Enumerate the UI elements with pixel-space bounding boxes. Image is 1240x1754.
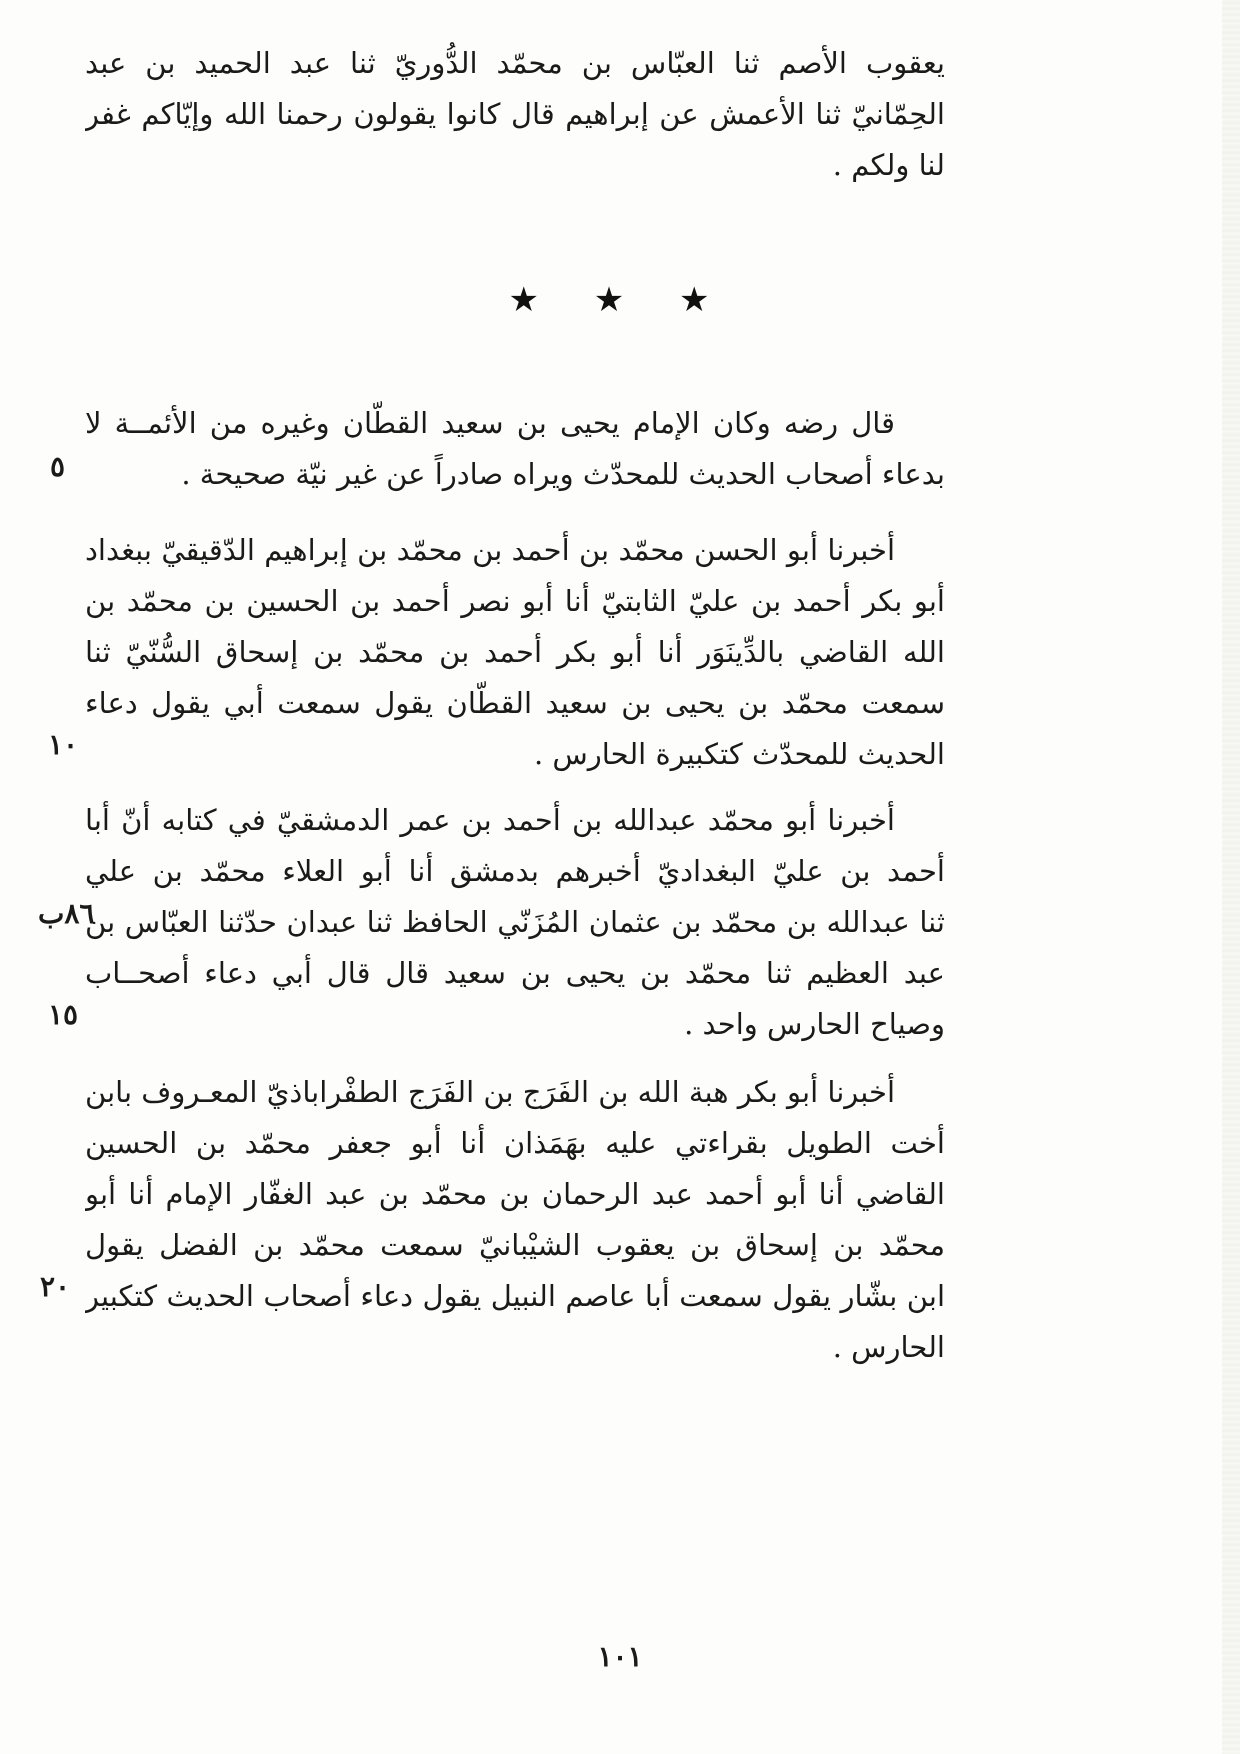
text-line: الحارس . [832,1330,945,1364]
line-number: ٢٠ [40,1270,71,1303]
paragraph-4 [85,795,945,1050]
text-line: الله القاضي بالدِّينَوَر أنا أبو بكر أحمد بن محمّد بن إسحاق السُّنّيّ ثنا [85,635,945,669]
line-number: ١٥ [48,998,79,1031]
text-line: سمعت محمّد بن يحيى بن سعيد القطّان يقول سمعت أبي يقول دعاء [85,686,945,720]
text-line: أخبرنا أبو بكر هبة الله بن الفَرَج بن الفَرَج الطفْراباذيّ المعـروف بابن [85,1075,895,1109]
line-number: ١٠ [48,728,79,761]
text-line: القاضي أنا أبو أحمد عبد الرحمان بن محمّد بن عبد الغفّار الإمام أنا أبو [85,1177,945,1211]
text-line: الحِمّانيّ ثنا الأعمش عن إبراهيم قال كانوا يقولون رحمنا الله وإيّاكم غفر [85,97,945,131]
scan-edge [1222,0,1240,1754]
text-line: ابن بشّار يقول سمعت أبا عاصم النبيل يقول دعاء أصحاب الحديث كتكبير [85,1279,945,1313]
text-line: وصياح الحارس واحد . [684,1007,945,1041]
text-line: قال رضه وكان الإمام يحيى بن سعيد القطّان وغيره من الأئمــة لا [85,406,895,440]
text-line: أخبرنا أبو محمّد عبدالله بن أحمد بن عمر الدمشقيّ في كتابه أنّ أبا [85,803,895,837]
text-line: أبو بكر أحمد بن عليّ الثابتيّ أنا أبو نصر أحمد بن الحسين بن محمّد بن [85,584,945,618]
paragraph-1 [85,38,945,191]
text-line: أخت الطويل بقراءتي عليه بهَمَذان أنا أبو جعفر محمّد بن الحسين [85,1126,945,1160]
paragraph-3 [85,525,945,780]
folio-marker: ٨٦ب [38,897,95,930]
text-line: بدعاء أصحاب الحديث للمحدّث ويراه صادراً عن غير نيّة صحيحة . [181,457,945,491]
text-line: لنا ولكم . [832,148,945,182]
text-line: محمّد بن إسحاق بن يعقوب الشيْبانيّ سمعت محمّد بن الفضل يقول [85,1228,945,1262]
section-separator: ★ ★ ★ [508,280,732,320]
text-line: أحمد بن عليّ البغداديّ أخبرهم بدمشق أنا أبو العلاء محمّد بن علي [85,854,945,888]
page-number: ١٠١ [597,1640,643,1673]
paragraph-5 [85,1067,945,1373]
text-line: أخبرنا أبو الحسن محمّد بن أحمد بن محمّد بن إبراهيم الدّقيقيّ ببغداد [85,533,895,567]
text-line: ثنا عبدالله بن محمّد بن عثمان المُزَنّي الحافظ ثنا عبدان حدّثنا العبّاس بن [85,905,945,939]
text-line: الحديث للمحدّث كتكبيرة الحارس . [533,737,945,771]
text-line: يعقوب الأصم ثنا العبّاس بن محمّد الدُّوريّ ثنا عبد الحميد بن عبد [85,46,945,80]
line-number: ٥ [50,450,66,483]
text-line: عبد العظيم ثنا محمّد بن يحيى بن سعيد قال قال أبي دعاء أصحــاب [85,956,945,990]
paragraph-2 [85,398,945,500]
